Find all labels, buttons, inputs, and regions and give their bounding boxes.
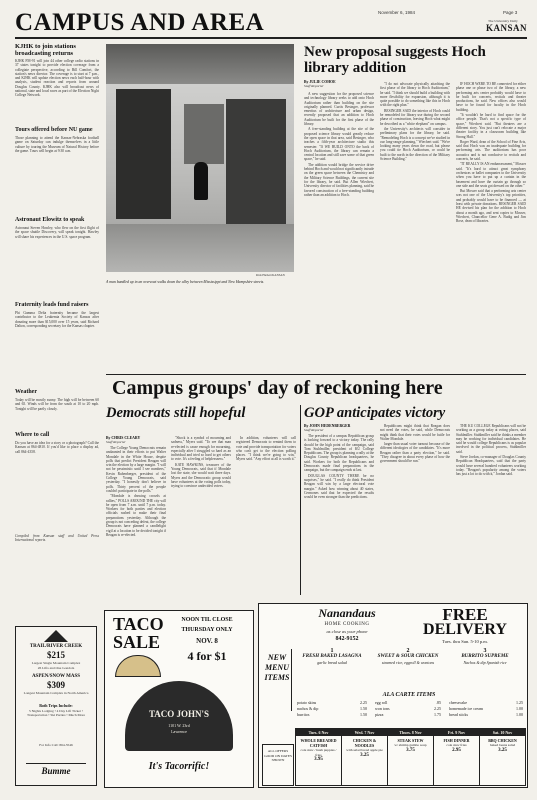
ala-carte-item: nachos & dip 1.50: [297, 706, 367, 711]
brief-headline: Fraternity leads fund raisers: [15, 302, 89, 308]
menu-item: 3 BURRITO SUPREME Nachos & dip Spanish rice: [461, 648, 509, 665]
brief-credit: Compiled from Kansan staff and United Press International reports.: [15, 534, 99, 543]
dem-col-1: The College Young Democrats remain undaunted in their efforts to put Walter Mondale in the White House, despite polls that predict President Reagan will win the election by a large margin. "I will not be pessimistic until I see numbers," Kevin Rubenberger, president of the College Young Democrats, said yesterday. "I honestly don't believe in polls. Thirty percent of the people couldn't participate in the polls." "Mondale is drawing crowds at rallies," POLLS AROUND THE city will be open from 7 a.m. until 7 p.m. today. Workers for both parties and election officials rushed to make their final preparations yesterday. Although the group is not conceding defeat, the college Democrats have planned a candlelight vigil at a location to be decided tonight if Reagan is re-elected.: [106, 446, 166, 537]
byline-name: By JOHN HEDENBERGER: [304, 424, 351, 428]
tagline: HOME COOKING: [324, 622, 370, 627]
special-cell: Tues. 6 Nov WHOLE BREADED CATFISH cole slaw / hush puppies / fries 3.95: [296, 729, 342, 785]
brief-headline: Astronaut Elowitz to speak: [15, 217, 85, 223]
ad-title: TACO: [113, 614, 164, 634]
promo-line: THURSDAY ONLY: [181, 627, 233, 633]
ala-carte-item: bread sticks 1.00: [449, 712, 523, 717]
brand-name: Nanandaus: [318, 606, 376, 620]
briefs-column: [15, 41, 99, 621]
tagline: as close as your phone: [326, 629, 368, 634]
free-label: FREE: [442, 605, 488, 624]
ski-trip-ad: [15, 626, 97, 786]
address-line: 1101 W. 23rd: [168, 723, 190, 728]
ala-carte-title: ALA CARTE ITEMS: [382, 692, 436, 698]
dem-byline: [106, 436, 166, 444]
price: $215: [47, 650, 65, 660]
menu-item: 1 FRESH BAKED LASAGNA garlic bread salad: [302, 648, 362, 665]
dem-col-3: In addition, volunteers will call registered Democrats to remind them to vote and provide transportation for voters who can't get to the election polling places. "I think we're going to win," Myers said. "Any effort at all is worth it.": [236, 436, 296, 462]
gop-byline: [304, 424, 374, 432]
includes-list: 5 Nights Lodging • 4 Day Lift Ticket • Transportation • Ski Parties • Much More: [26, 709, 86, 718]
ala-carte-item: pizza 1.75: [375, 712, 441, 717]
ala-carte-item: won tons 2.25: [375, 706, 441, 711]
store-name: TRAIL/RIVER CREEK: [29, 644, 83, 649]
specials-label: ALL OFFERS GOOD ON DATES SHOWN: [262, 744, 294, 786]
gop-col-2: Republicans might think that Reagan does not need the votes, he said, while Democrats might think that their votes would be futile for Walter Mondale. larger than usual voter turnout because of the different ideologies of the candidates. "It's more Reagan rather than a party election," he said. "They disagree in about every phase of how the government should be run.": [380, 424, 450, 464]
lead-col-2: "I do not advocate physically attaching the first phase of the library to Hoch Auditorium," he said. "I think we should build a building with more flexibility for expansion, although it is quite possible to do something like this in Hoch with the right plan." BESINGER SAID the interior of Hoch could be remodeled for library use during the second phase of construction, leaving Hoch what might be described as a "white elephant" on campus. the University's architects will consider in preliminary plans for the library, he said. "Remodeling Hoch is a concept we've studied in our long-range planning," Wiechert said. "We're looking many years down the road, but please you could tie Hoch Auditorium, or could be built to the north in the direction of the Military Science Building.": [380, 82, 450, 162]
issue-date: November 6, 1984: [378, 10, 416, 15]
page-number: Page 3: [503, 10, 518, 15]
brief-body: Phi Gamma Delta fraternity became the largest contributor to the Leukemia Society of Kansas after donating more than $15,000 over 15 years, said Richard Dalton, corresponding secretary for the Kansas chapter.: [15, 311, 99, 328]
section-title: CAMPUS AND AREA: [15, 9, 265, 36]
special-cell: Thurs. 8 Nov STEAK STEW w/ shrimp gumbo soup 3.75: [388, 729, 434, 785]
hours: Tues. thru Sun. 5-10 p.m.: [442, 639, 488, 644]
lead-byline: [304, 80, 379, 88]
ad-line: Largest Single Mountain Complex: [31, 661, 81, 665]
tagline: It's Tacorrific!: [148, 761, 210, 772]
special-cell: Fri. 9 Nov FISH DINNER cole slaw fries 2.95: [434, 729, 480, 785]
new-menu-badge: NEW MENU ITEMS: [263, 649, 292, 711]
contact-info: For Info Call: 864-3546: [39, 743, 73, 747]
street-photo: [106, 44, 294, 272]
banner-headline: Campus groups' day of reckoning here: [112, 377, 443, 399]
masthead-small: The University Daily: [488, 19, 518, 23]
price-large: 4 for $1: [187, 649, 227, 663]
byline-role: Staff Reporter: [304, 428, 324, 432]
brief-headline: Where to call: [15, 432, 50, 438]
brief-body: Today will be mostly sunny. The high will be between 60 and 65. Winds will be from the south at 10 to 20 mph. Tonight will be partly cloudy.: [15, 398, 99, 411]
dem-col-2: "Shock is a symbol of mourning and sadness," Myers said. "To see that man re-elected is cause enough for mourning, especially after I struggled so hard as an individual and tried so hard to get others to vote. It's a feeling of helplessness." KATE HAWKINS, treasurer of the Young Democrats, said that if Mondale lost the state, she would wait three days. Myers and the Democratic group would have volunteers at the voting polls today, trying to convince undecided voters.: [171, 436, 231, 489]
includes-title: Both Trips Include:: [39, 703, 73, 708]
taco-icon: [115, 655, 161, 677]
masthead: KANSAN: [486, 23, 528, 33]
brand-logo: Bumme: [26, 763, 86, 776]
delivery-label: DELIVERY: [423, 621, 507, 638]
address-line: Lawrence: [171, 729, 187, 734]
lead-col-3: IF HOCH WERE TO BE connected for either phase one or phase two of the library, a new performing arts center probably would have to be built for concerts, recitals and theater productions, he said. New offices also would have to be found for faculty in the Hoch building. "It wouldn't be hard to find space for the office people. That's not a specific type of space," Wiechert said. "But theaters are a different story. You just can't relocate a major theater facility in a classroom building like Strong Hall." Roger Ward, dean of the School of Fine Arts, said that Hoch was an inadequate building for performing arts. The auditorium has poor acoustics and is not conducive to recitals and concerts, he said. "IT REALLY IS AN embarrassment," Mosser said. "It's hard to attract great symphony orchestras or ballet companies to the University when you have to put up a curtain in the basement and have the curtain go through so one side and the seats got dressed on the other." But Mosser said that a performing arts center was not one of the University's top priorities, and probably would have to be financed — at least with private donations. BESINGER SAID HE devised his plan for the addition to Hoch about a month ago, and sent copies to Mosser, Wiechert, Chancellor Gene A. Budig and Jim Rose, dean of libraries.: [456, 82, 526, 224]
lead-col-1: A new suggestion for the proposed science and technology library seeks to add onto Hoch Auditorium rather than building on the site originally planned. Curtis Besinger, professor emeritus of architecture and urban design, recently proposed that an addition to Hoch Auditorium be built for the first phase of the library. A free-standing building at the site of the proposed science library would greatly reduce the open space in that area, said Besinger, who teaches a fifth-year architecture studio this semester. "If WE BUILD ONTO the back of Hoch Auditorium, the library can remain a central location and still save some of that green space," he said. The addition would bridge the service drive behind Hoch and would not significantly intrude on the green space between the Chemistry and the Military Science Buildings, the current site for the library, he said. But Allen Wiechert, University director of facilities planning, said he favored construction of a free-standing building rather than an addition to Hoch.: [304, 92, 374, 197]
ala-carte-grid: [297, 700, 523, 726]
mountain-icon: [44, 630, 68, 642]
taco-sale-ad: [104, 610, 254, 788]
dem-headline: Democrats still hopeful: [106, 405, 246, 421]
ala-carte-item: homemade ice cream 1.00: [449, 706, 523, 711]
price: $309: [47, 680, 65, 690]
ala-carte-item: cheesecake 1.25: [449, 700, 523, 705]
phone-number: 842-9152: [335, 636, 359, 642]
promo-line: NOON TIL CLOSE: [181, 617, 233, 623]
ad-line: Longest Mountain Complex in North America: [23, 691, 89, 695]
gop-col-3: THE KU COLLEGE Republicans will not be working as a group today at voting places, said Stuhlmiller. Stuhlmiller said he thinks a member may be working for individual candidates. He said he would college Republicans is as popular involved in the political process, Stuhlmiller said. Steve Jordan, co-manager of Douglas County Republican Headquarters, said that the party would have several hundred volunteers working today. "Reagan's popularity among the voters has just a lot to do with it," Jordan said.: [456, 424, 526, 477]
brief-body: KJHK FM-91 will join 44 other college radio stations in 37 states tonight to provide election coverage from a collegiate perspective, according to Bill Comfort, the station's news director. The coverage is to start at 7 p.m., and KJHK will update election news each half-hour with analysis, student reaction and reports from around Douglas County. KJHK also will broadcast news of national, state and local races as part of the Election Night College Network.: [15, 59, 99, 98]
gop-col-1: The president of a campus Republican group is looking forward to a victory today. The rally should be the high point of the campaign, said Tom Stuhlmiller, president of KU College Republicans. The group is planning a rally at the Douglas County Republican headquarters, he said. Workers for both the Republicans and Democrats made final preparations in the campaign, but the campaign ends at last. DOUGLAS COUNTY THERE be no surprises," he said. "I really do think President Reagan will win by a large electoral vote margin." Asked how winning about 40 states, Cermones said that he expected the results would be even stronger than the predictions.: [304, 434, 374, 500]
ala-carte-item: potato skins 2.25: [297, 700, 367, 705]
byline-name: By JULIE COHOE: [304, 80, 336, 84]
ad-title: SALE: [113, 632, 161, 652]
ala-carte-item: burritos 1.50: [297, 712, 367, 717]
brand-name: TACO JOHN'S: [148, 709, 210, 719]
brief-body: Do you have an idea for a story or a photograph? Call the Kansan at 864-4810. If you'd like to place a display ad, call 864-4358.: [15, 441, 99, 454]
specials-grid: [295, 728, 526, 786]
byline-role: Staff Reporter: [304, 84, 324, 88]
header-rule: [15, 37, 527, 39]
brief-headline: KJHK to join stations broadcasting returns: [15, 43, 76, 57]
photo-caption: A man bundled up in an overcoat walks down the alley between Mississippi and New Hampshire streets.: [106, 280, 265, 284]
column-divider: [300, 405, 301, 595]
gop-headline: GOP anticipates victory: [304, 405, 446, 421]
ad-line: 26 Lifts and One Gondola: [37, 666, 75, 670]
promo-line: NOV. 8: [196, 637, 218, 645]
menu-item: 2 SWEET & SOUR CHICKEN steamed rice, eggroll & wontons: [377, 648, 439, 665]
photo-credit: Rick Hiebert/KANSAN: [256, 273, 285, 277]
special-cell: Sat. 10 Nov BBQ CHICKEN baked beans salad 3.25: [480, 729, 525, 785]
brief-headline: Weather: [15, 389, 37, 395]
lead-headline: New proposal suggests Hoch library addition: [304, 44, 486, 76]
byline-name: By CHRIS CLEARY: [106, 436, 141, 440]
special-cell: Wed. 7 Nov CHICKEN & NOODLES with salad bread apple pie 3.25: [342, 729, 388, 785]
byline-role: Staff Reporter: [106, 440, 126, 444]
brief-headline: Tours offered before NU game: [15, 127, 93, 133]
brief-body: Those planning to attend the Kansas-Nebraska football game on Saturday can indulge themselves in a little culture by touring the Museum of Natural History before the game. Tours will begin at 9:30 a.m.: [15, 136, 99, 153]
nanandaus-ad: [258, 603, 528, 788]
ala-carte-item: egg roll .85: [375, 700, 441, 705]
walking-figure: [194, 162, 208, 200]
package-name: ASPEN/SNOW MASS: [31, 674, 81, 679]
brief-body: Astronaut Steven Hawley, who flew on the first flight of the space shuttle Discovery, will speak tonight. Hawley will share his experiences in the U.S. space program.: [15, 226, 99, 239]
